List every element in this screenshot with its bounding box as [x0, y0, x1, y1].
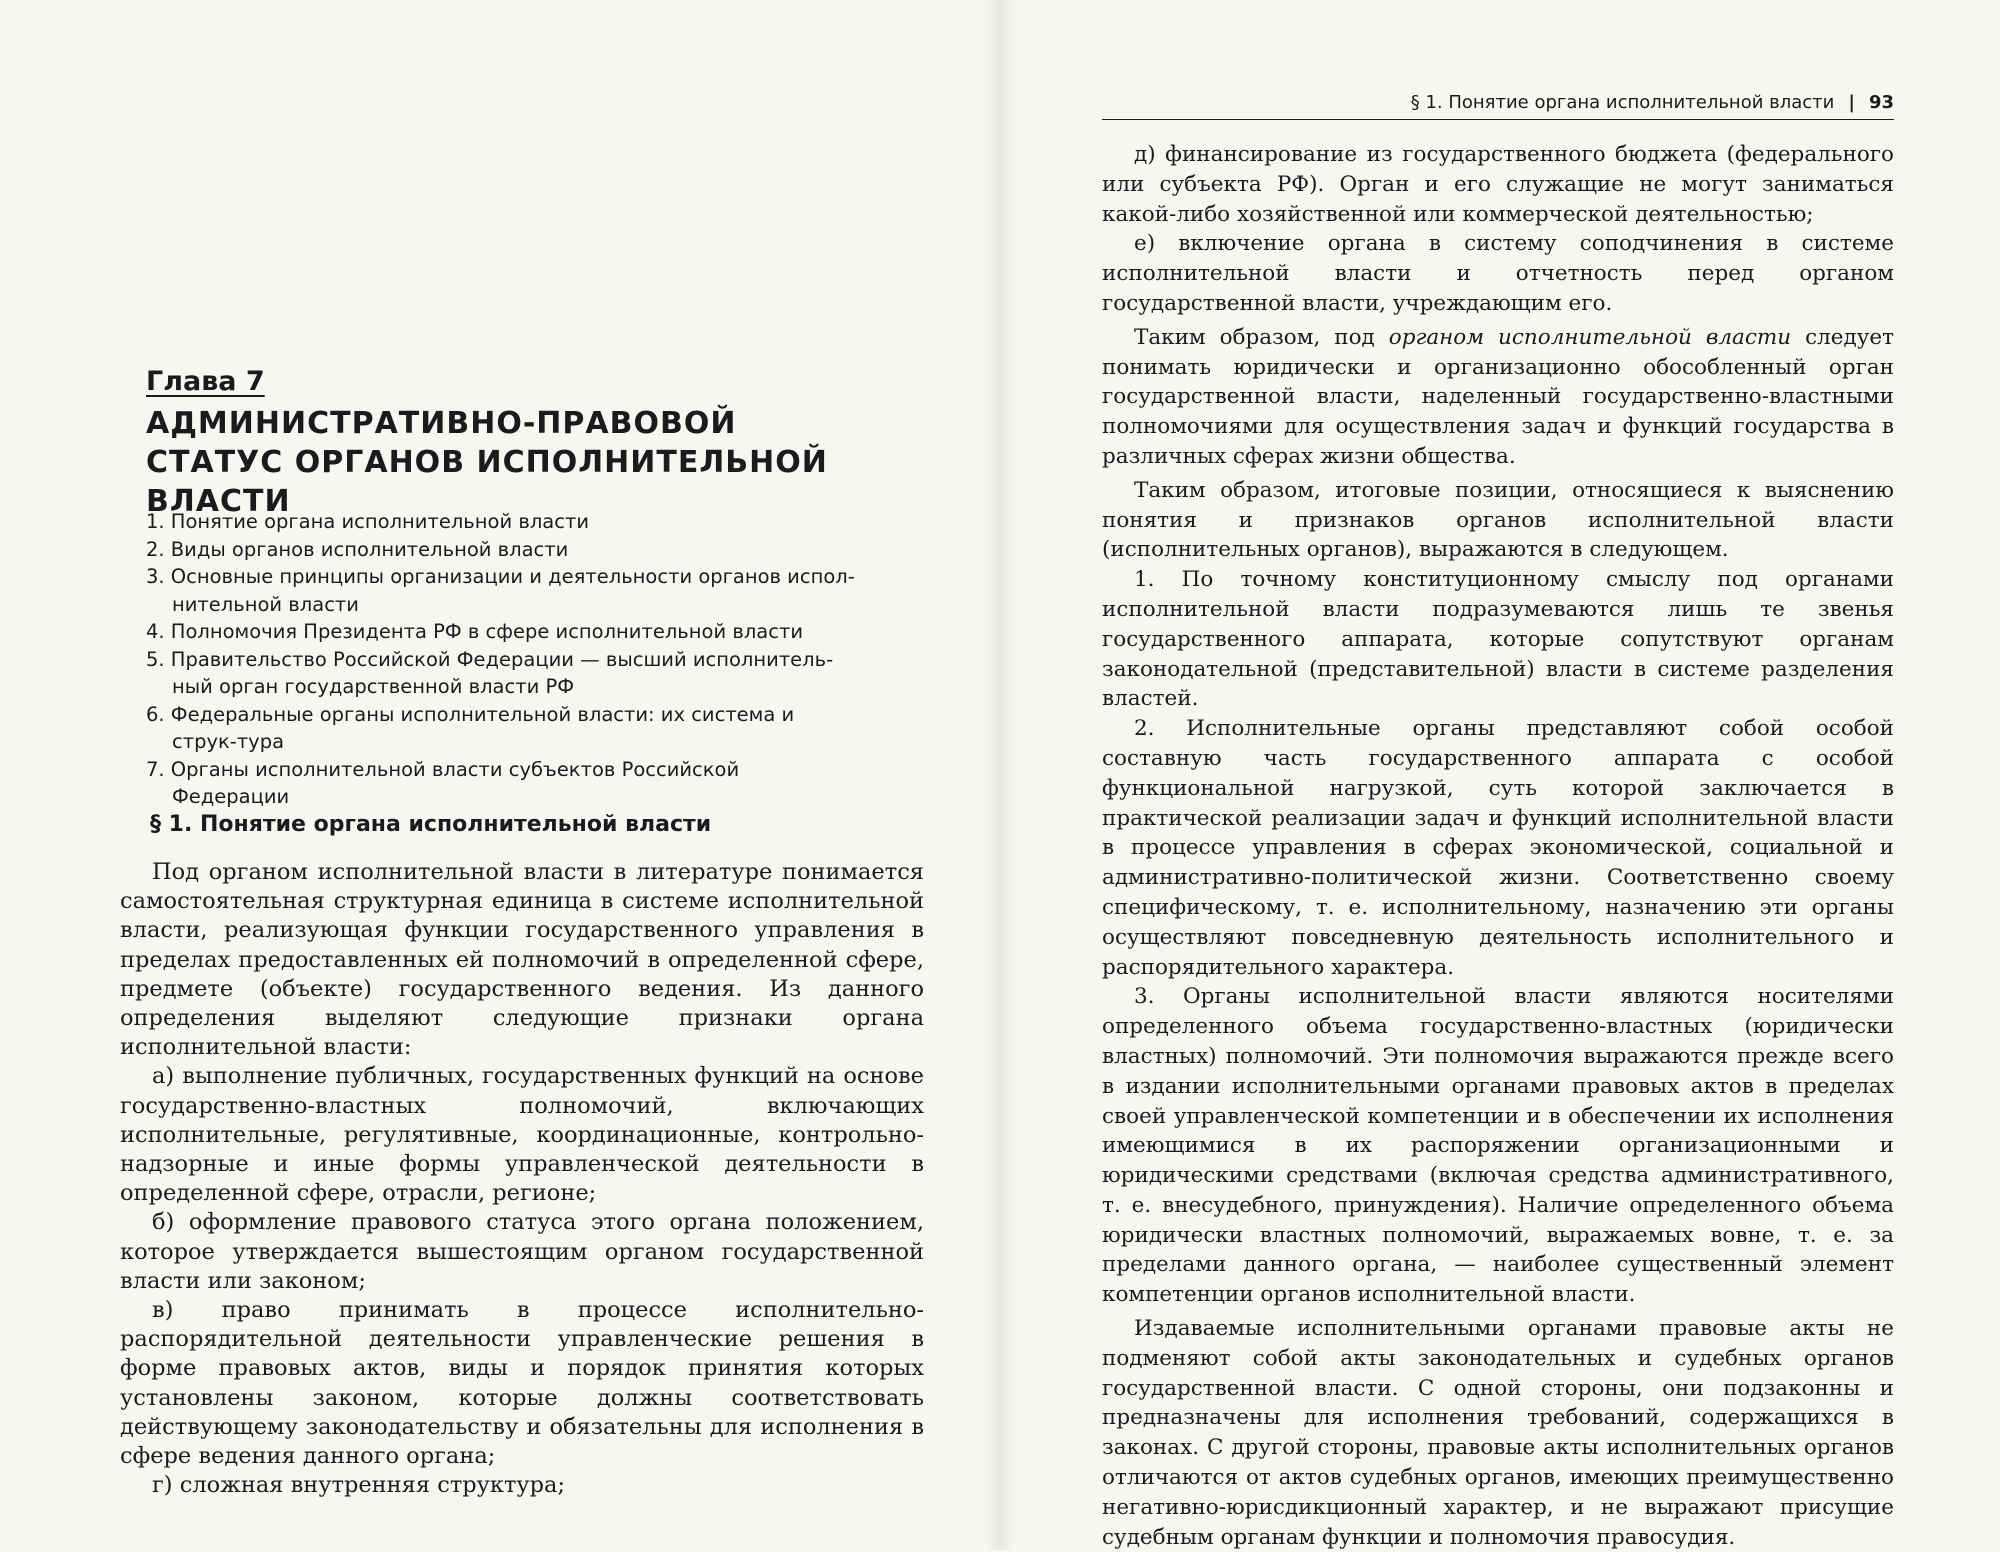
- paragraph: в) право принимать в процессе исполнительно-распорядительной деятельности управленческие решения в форме правовых актов, виды и порядок принятия которых установлены законом, которые должны соответствовать действующему законодательству и обязательны для исполнения в сфере ведения данного органа;: [120, 1297, 924, 1470]
- paragraph: г) сложная внутренняя структура;: [152, 1472, 566, 1499]
- definition-paragraph: [1102, 323, 1894, 472]
- chapter-title: АДМИНИСТРАТИВНО-ПРАВОВОЙ СТАТУС ОРГАНОВ ИСПОЛНИТЕЛЬНОЙ ВЛАСТИ: [146, 406, 828, 519]
- header-separator: |: [1848, 92, 1855, 113]
- page-number: 93: [1868, 92, 1894, 113]
- paragraph: Под органом исполнительной власти в литературе понимается самостоятельная структурная единица в системе исполнительной власти, реализующая функции государственного управления в пределах предоставленных ей полномочий в определенной сфере, предмете (объекте) государственного ведения. Из данного определения выделяют следующие признаки органа исполнительной власти:: [120, 859, 924, 1061]
- toc-item: 5. Правительство Российской Федерации — высший исполнитель-ный орган государственной власти РФ: [146, 647, 834, 698]
- defined-term: органом исполнительной власти: [1388, 324, 1792, 350]
- toc-item: 3. Основные принципы организации и деятельности органов испол-нительной власти: [146, 565, 855, 616]
- toc-item: 2. Виды органов исполнительной власти: [146, 537, 569, 561]
- paragraph: 1. По точному конституционному смыслу под органами исполнительной власти подразумеваются лишь те звенья государственного аппарата, которые сопутствуют органам законодательной (представительной) власти в системе разделения властей.: [1102, 567, 1894, 712]
- paragraph: 3. Органы исполнительной власти являются носителями определенного объема государственно-властных (юридически властных) полномочий. Эти полномочия выражаются прежде всего в издании исполнительными органами правовых актов в пределах своей управленческой компетенции и в обеспечении их исполнения имеющимися в их распоряжении организационными и юридическими средствами (включая средства административного, т. е. внесудебного, принуждения). Наличие определенного объема юридически властных полномочий, выражаемых вовне, т. е. за пределами данного органа, — наиболее существенный элемент компетенции органов исполнительной власти.: [1102, 984, 1894, 1308]
- paragraph: е) включение органа в систему соподчинения в системе исполнительной власти и отчетность перед органом государственной власти, учреждающим его.: [1102, 231, 1894, 316]
- paragraph: Таким образом, итоговые позиции, относящиеся к выяснению понятия и признаков органов исполнительной власти (исполнительных органов), выражаются в следующем.: [1102, 477, 1894, 563]
- chapter-number: Глава 7: [146, 366, 265, 397]
- definition-lead: Таким образом, под: [1134, 324, 1375, 350]
- paragraph: а) выполнение публичных, государственных функций на основе государственно-властных полномочий, включающих исполнительные, регулятивные, координационные, контрольно-надзорные и иные формы управленческой деятельности в определенной сфере, отрасли, регионе;: [120, 1063, 924, 1207]
- toc-item: 6. Федеральные органы исполнительной власти: их система и струк-тура: [146, 702, 795, 753]
- paragraph: б) оформление правового статуса этого органа положением, которое утверждается вышестоящим органом государственной власти или законом;: [120, 1209, 924, 1294]
- paragraph: Издаваемые исполнительными органами правовые акты не подменяют собой акты законодательных и судебных органов государственной власти. С одной стороны, они подзаконны и предназначены для исполнения требований, содержащихся в законах. С другой стороны, правовые акты исполнительных органов отличаются от актов судебных органов, имеющих преимущественно негативно-юрисдикционный характер, и не выражают присущие судебным органам функции и полномочия правосудия.: [1102, 1316, 1894, 1550]
- toc-item: 4. Полномочия Президента РФ в сфере исполнительной власти: [146, 620, 804, 643]
- section-heading: § 1. Понятие органа исполнительной власти: [150, 812, 712, 837]
- header-title: § 1. Понятие органа исполнительной власти: [1410, 92, 1835, 113]
- toc-item: 1. Понятие органа исполнительной власти: [146, 510, 589, 533]
- left-body-text: [120, 858, 924, 1500]
- paragraph: 2. Исполнительные органы представляют собой особой составную часть государственного аппарата с особой функциональной нагрузкой, суть которой заключается в практической реализации задач и функций исполнительной власти в процессе управления в сферах экономической, социальной и административно-политической жизни. Соответственно своему специфическому, т. е. исполнительному, назначению эти органы осуществляют повседневную деятельность исполнительного и распорядительного характера.: [1102, 716, 1894, 980]
- left-page: [0, 0, 1000, 1550]
- paragraph: д) финансирование из государственного бюджета (федерального или субъекта РФ). Орган и его служащие не могут заниматься какой-либо хозяйственной или коммерческой деятельностью;: [1102, 142, 1894, 227]
- right-body-text: [1102, 140, 1894, 1552]
- toc-item: 7. Органы исполнительной власти субъектов Российской Федерации: [146, 757, 740, 808]
- running-header: [1102, 92, 1894, 120]
- chapter-contents: [146, 508, 856, 811]
- right-page: [1000, 0, 2000, 1550]
- definition-rest: следует понимать юридически и организационно обособленный орган государственной власти, наделенный государственно-властными полномочиями для осуществления задач и функций государства в различных сферах жизни общества.: [1102, 324, 1895, 469]
